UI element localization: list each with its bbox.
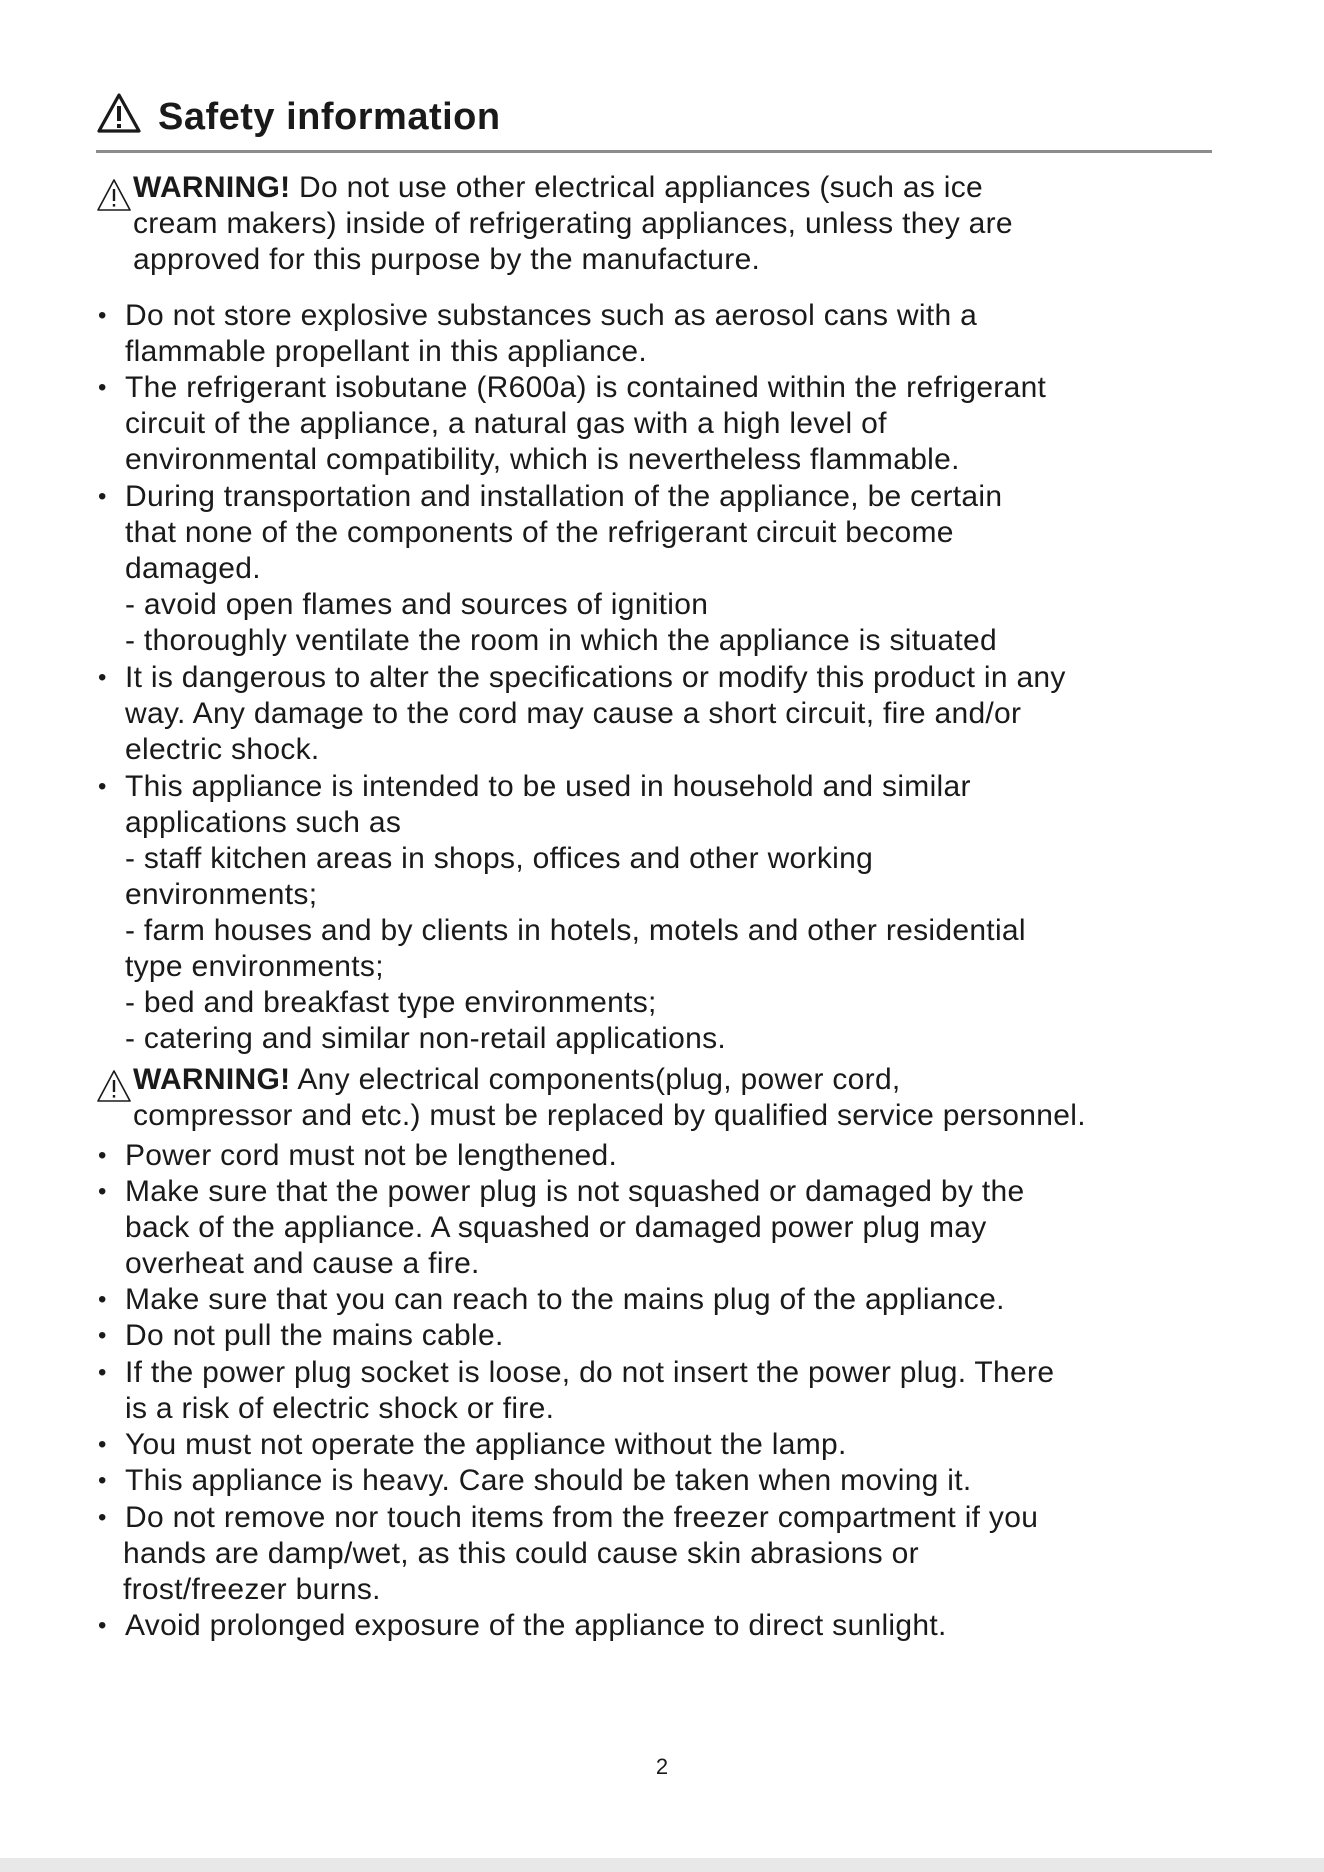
list-item-line: electric shock. — [125, 733, 320, 766]
list-item-subline: - thoroughly ventilate the room in which the appliance is situated — [125, 624, 997, 657]
list-item-line: The refrigerant isobutane (R600a) is contained within the refrigerant — [125, 371, 1047, 404]
bullet-dot: • — [98, 1322, 107, 1349]
bullet-dot: • — [98, 374, 107, 401]
list-item-line: damaged. — [125, 552, 261, 585]
warning-2-line-2: compressor and etc.) must be replaced by qualified service personnel. — [133, 1099, 1086, 1132]
list-item-line: back of the appliance. A squashed or damaged power plug may — [125, 1211, 987, 1244]
list-item-line: flammable propellant in this appliance. — [125, 335, 647, 368]
list-item-subline: - avoid open flames and sources of ignition — [125, 588, 709, 621]
bullet-dot: • — [98, 1178, 107, 1205]
list-item-line: applications such as — [125, 806, 402, 839]
list-item-line: that none of the components of the refrigerant circuit become — [125, 516, 954, 549]
page-number: 2 — [655, 1754, 669, 1779]
list-item-line: frost/freezer burns. — [123, 1573, 381, 1606]
bullet-dot: • — [98, 1431, 107, 1458]
list-item-line: Do not store explosive substances such as aerosol cans with a — [125, 299, 978, 332]
bullet-dot: • — [98, 1504, 107, 1531]
list-item-line: environmental compatibility, which is nevertheless flammable. — [125, 443, 960, 476]
bullet-dot: • — [98, 664, 107, 691]
list-item-line: It is dangerous to alter the specifications or modify this product in any — [125, 661, 1066, 694]
list-item-line: You must not operate the appliance without the lamp. — [125, 1428, 847, 1461]
list-item-line: Do not remove nor touch items from the freezer compartment if you — [125, 1501, 1039, 1534]
bullet-dot: • — [98, 1142, 107, 1169]
bullet-dot: • — [98, 1612, 107, 1639]
bullet-dot: • — [98, 1286, 107, 1313]
warning-label: WARNING! — [133, 1063, 291, 1096]
warning-triangle-icon — [96, 1069, 132, 1103]
warning-1-line-3: approved for this purpose by the manufacture. — [133, 243, 761, 276]
list-item-subline: environments; — [125, 878, 318, 911]
bullet-dot: • — [98, 483, 107, 510]
list-item-line: overheat and cause a fire. — [125, 1247, 480, 1280]
list-item-line: This appliance is intended to be used in household and similar — [125, 770, 971, 803]
bullet-dot: • — [98, 1359, 107, 1386]
page-bottom-edge — [0, 1858, 1324, 1872]
list-item-subline: type environments; — [125, 950, 384, 983]
list-item-line: Make sure that the power plug is not squashed or damaged by the — [125, 1175, 1025, 1208]
list-item-line: way. Any damage to the cord may cause a short circuit, fire and/or — [125, 697, 1022, 730]
list-item-subline: - farm houses and by clients in hotels, motels and other residential — [125, 914, 1026, 947]
warning-triangle-icon — [96, 178, 132, 212]
list-item-line: Do not pull the mains cable. — [125, 1319, 504, 1352]
list-item-line: If the power plug socket is loose, do not insert the power plug. There — [125, 1356, 1055, 1389]
header-divider — [96, 150, 1212, 153]
list-item-line: hands are damp/wet, as this could cause skin abrasions or — [123, 1537, 919, 1570]
list-item-line: circuit of the appliance, a natural gas with a high level of — [125, 407, 887, 440]
warning-2-line-1 — [133, 1062, 901, 1098]
warning-text: Do not use other electrical appliances (such as ice — [290, 171, 984, 204]
list-item-line: is a risk of electric shock or fire. — [125, 1392, 555, 1425]
warning-1-line-2: cream makers) inside of refrigerating appliances, unless they are — [133, 207, 1013, 240]
list-item-line: Avoid prolonged exposure of the appliance to direct sunlight. — [125, 1609, 947, 1642]
list-item-subline: - bed and breakfast type environments; — [125, 986, 657, 1019]
page-title: Safety information — [158, 96, 501, 138]
warning-triangle-icon — [96, 92, 142, 134]
page-header — [96, 88, 1212, 152]
list-item-line: Make sure that you can reach to the mains plug of the appliance. — [125, 1283, 1005, 1316]
list-item-line: Power cord must not be lengthened. — [125, 1139, 618, 1172]
list-item-line: During transportation and installation of the appliance, be certain — [125, 480, 1003, 513]
bullet-dot: • — [98, 1467, 107, 1494]
bullet-dot: • — [98, 302, 107, 329]
warning-1-line-1 — [133, 170, 983, 206]
list-item-subline: - catering and similar non-retail applications. — [125, 1022, 727, 1055]
warning-text: Any electrical components(plug, power cord, — [290, 1063, 901, 1096]
list-item-subline: - staff kitchen areas in shops, offices and other working — [125, 842, 874, 875]
warning-label: WARNING! — [133, 171, 291, 204]
bullet-dot: • — [98, 773, 107, 800]
list-item-line: This appliance is heavy. Care should be taken when moving it. — [125, 1464, 972, 1497]
